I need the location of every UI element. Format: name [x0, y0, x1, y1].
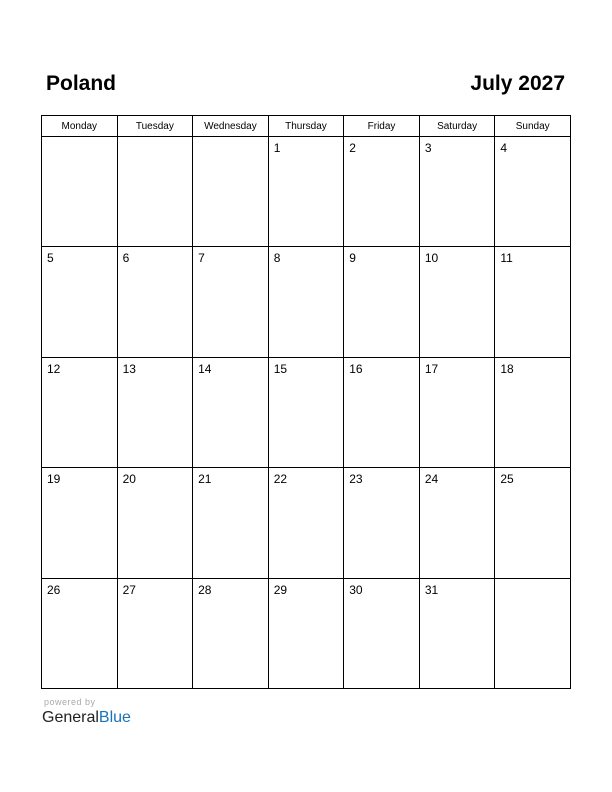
- country-title: Poland: [46, 72, 117, 95]
- day-cell: [193, 468, 269, 578]
- day-cell: [268, 578, 344, 688]
- day-cell: [117, 468, 193, 578]
- day-cell: [42, 137, 118, 247]
- day-number: 12: [47, 361, 61, 376]
- day-number: 19: [47, 472, 61, 487]
- day-cell: [495, 468, 571, 578]
- powered-by-text: powered by: [44, 697, 96, 707]
- day-number: 3: [424, 141, 432, 155]
- day-number: 30: [349, 582, 363, 597]
- day-number: 8: [273, 251, 281, 266]
- day-cell: [495, 247, 571, 357]
- day-number: 17: [424, 361, 439, 376]
- day-number: 4: [500, 141, 508, 155]
- day-number: 21: [198, 472, 212, 487]
- day-cell: [193, 247, 269, 357]
- day-cell: [419, 468, 495, 578]
- day-cell: [42, 247, 118, 357]
- day-cell: [419, 578, 495, 688]
- calendar-header: [46, 70, 565, 98]
- day-number: 24: [424, 472, 439, 487]
- day-number: 16: [349, 361, 363, 376]
- day-cell: [193, 137, 269, 247]
- day-cell: [419, 357, 495, 467]
- day-number: 27: [122, 582, 136, 597]
- day-number: 20: [122, 472, 136, 487]
- brand-logo: [42, 708, 131, 728]
- day-cell: [495, 578, 571, 688]
- day-number: 26: [47, 582, 61, 597]
- day-number: 7: [198, 251, 205, 266]
- day-number: 29: [273, 582, 288, 597]
- brand-name-blue: Blue: [98, 709, 131, 726]
- day-cell: [419, 137, 495, 247]
- day-cell: [117, 357, 193, 467]
- day-cell: [42, 357, 118, 467]
- month-year-title: July 2027: [470, 72, 565, 95]
- day-cell: [193, 578, 269, 688]
- day-number: 6: [122, 251, 130, 266]
- day-cell: [344, 578, 420, 688]
- day-number: 22: [273, 472, 288, 487]
- day-cell: [344, 468, 420, 578]
- weekday-monday: Monday: [42, 116, 118, 137]
- day-cell: [42, 468, 118, 578]
- day-number: 25: [500, 472, 514, 487]
- day-number: [193, 137, 268, 141]
- brand-name-general: General: [42, 709, 99, 726]
- day-number: 1: [273, 141, 281, 155]
- day-cell: [117, 137, 193, 247]
- day-number: 11: [500, 251, 513, 266]
- day-cell: [268, 137, 344, 247]
- week-row-5: [42, 578, 571, 688]
- day-cell: [495, 357, 571, 467]
- day-number: [495, 579, 570, 583]
- day-number: 23: [349, 472, 363, 487]
- weekday-thursday: Thursday: [268, 116, 344, 137]
- day-cell: [268, 468, 344, 578]
- day-number: 10: [424, 251, 439, 266]
- day-number: 9: [349, 251, 356, 266]
- day-cell: [42, 578, 118, 688]
- day-number: 13: [122, 361, 136, 376]
- week-row-2: [42, 247, 571, 357]
- day-number: 5: [47, 251, 54, 266]
- day-number: [42, 137, 117, 141]
- weekday-tuesday: Tuesday: [117, 116, 193, 137]
- day-cell: [117, 247, 193, 357]
- day-number: 2: [349, 141, 356, 155]
- day-cell: [268, 247, 344, 357]
- day-cell: [495, 137, 571, 247]
- day-cell: [419, 247, 495, 357]
- month-calendar-grid: [41, 115, 571, 689]
- day-number: 31: [424, 582, 439, 597]
- day-cell: [193, 357, 269, 467]
- day-cell: [344, 137, 420, 247]
- day-number: 18: [500, 361, 514, 376]
- week-row-4: [42, 468, 571, 578]
- brand-footer: [42, 697, 131, 728]
- day-number: 28: [198, 582, 212, 597]
- week-row-1: [42, 137, 571, 247]
- day-cell: [117, 578, 193, 688]
- week-row-3: [42, 357, 571, 467]
- day-cell: [344, 247, 420, 357]
- weekday-friday: Friday: [344, 116, 420, 137]
- weekday-saturday: Saturday: [419, 116, 495, 137]
- day-number: 15: [273, 361, 288, 376]
- weekday-header-row: [42, 116, 571, 137]
- day-number: 14: [198, 361, 212, 376]
- day-cell: [268, 357, 344, 467]
- day-number: [118, 137, 193, 141]
- weekday-wednesday: Wednesday: [193, 116, 269, 137]
- day-cell: [344, 357, 420, 467]
- weekday-sunday: Sunday: [495, 116, 571, 137]
